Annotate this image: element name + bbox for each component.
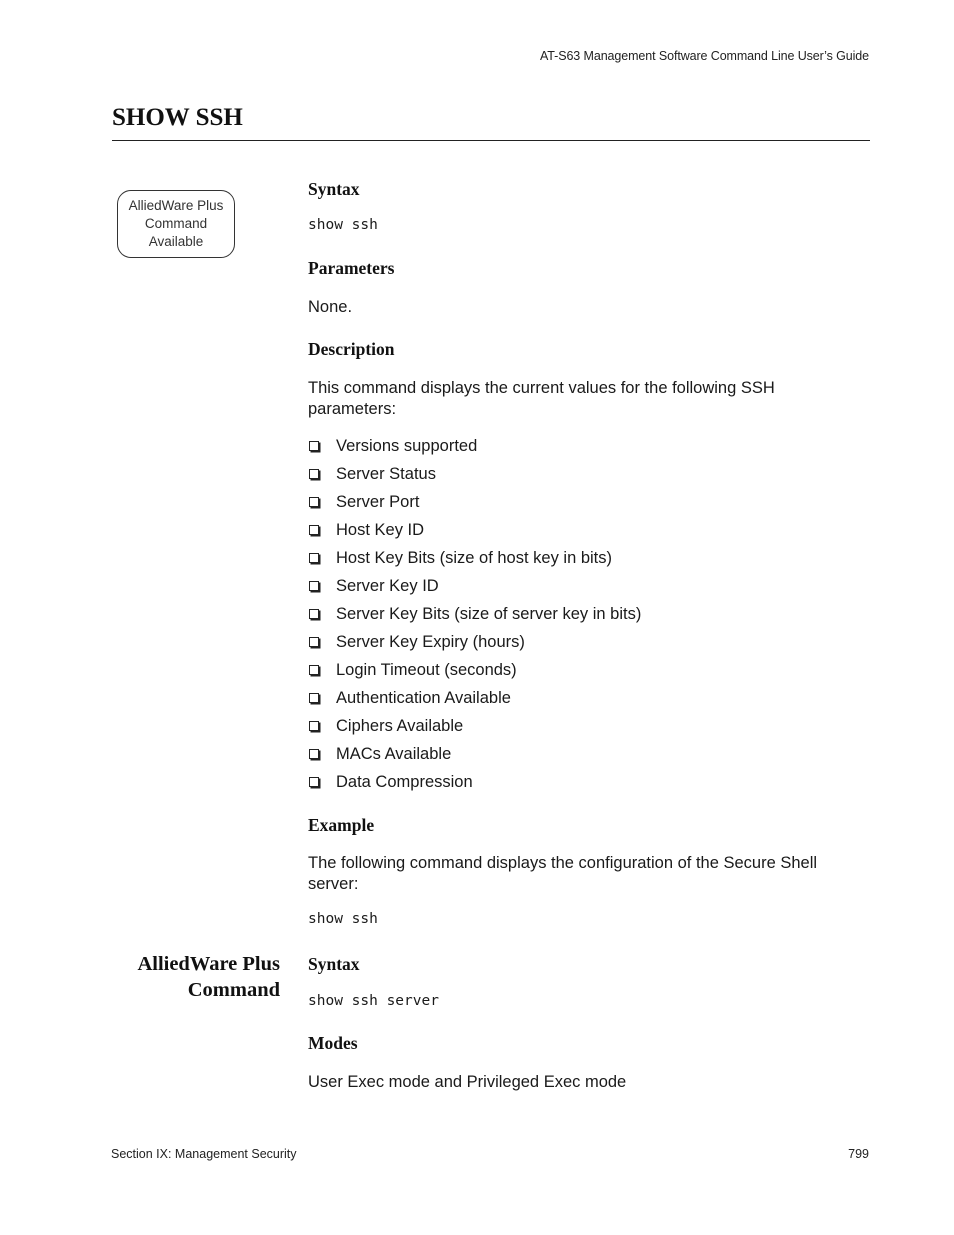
modes-heading: Modes	[308, 1033, 358, 1053]
alliedware-plus-command-heading	[90, 951, 280, 1003]
checkbox-bullet-icon	[309, 497, 319, 507]
list-item: Server Status	[308, 464, 641, 492]
list-item: Server Key Expiry (hours)	[308, 632, 641, 660]
list-item: MACs Available	[308, 744, 641, 772]
parameters-heading: Parameters	[308, 258, 395, 278]
example-text: The following command displays the configuration of the Secure Shell server:	[308, 854, 818, 893]
footer-section: Section IX: Management Security	[111, 1147, 297, 1161]
checkbox-bullet-icon	[309, 469, 319, 479]
list-item: Host Key ID	[308, 520, 641, 548]
awp-syntax-code: show ssh server	[308, 993, 439, 1009]
awp-syntax-heading: Syntax	[308, 954, 360, 974]
checkbox-bullet-icon	[309, 693, 319, 703]
list-item: Versions supported	[308, 436, 641, 464]
alliedware-plus-badge	[117, 190, 235, 258]
example-code: show ssh	[308, 911, 378, 927]
list-item: Authentication Available	[308, 688, 641, 716]
list-item: Ciphers Available	[308, 716, 641, 744]
checkbox-bullet-icon	[309, 441, 319, 451]
modes-text: User Exec mode and Privileged Exec mode	[308, 1073, 627, 1091]
side-heading-line-2: Command	[187, 979, 280, 1001]
syntax-code: show ssh	[308, 217, 378, 233]
badge-line-1: AlliedWare Plus	[128, 198, 224, 213]
page-number: 799	[848, 1147, 869, 1161]
list-item: Server Port	[308, 492, 641, 520]
checkbox-bullet-icon	[309, 721, 319, 731]
title-rule	[112, 140, 870, 141]
ssh-parameters-list	[308, 436, 641, 800]
list-item: Server Key ID	[308, 576, 641, 604]
checkbox-bullet-icon	[309, 637, 319, 647]
syntax-heading: Syntax	[308, 179, 360, 199]
checkbox-bullet-icon	[309, 665, 319, 675]
badge-line-3: Available	[148, 234, 204, 249]
example-heading: Example	[308, 815, 375, 835]
checkbox-bullet-icon	[309, 749, 319, 759]
badge-text	[121, 197, 231, 251]
list-item: Host Key Bits (size of host key in bits)	[308, 548, 641, 576]
description-heading: Description	[308, 339, 395, 359]
checkbox-bullet-icon	[309, 553, 319, 563]
checkbox-bullet-icon	[309, 609, 319, 619]
checkbox-bullet-icon	[309, 581, 319, 591]
parameters-text: None.	[308, 298, 353, 316]
list-item: Data Compression	[308, 772, 641, 800]
badge-line-2: Command	[144, 216, 208, 231]
page-title: SHOW SSH	[112, 104, 243, 131]
list-item: Server Key Bits (size of server key in bits)	[308, 604, 641, 632]
running-header: AT-S63 Management Software Command Line User’s Guide	[540, 49, 869, 63]
description-text: This command displays the current values for the following SSH parameters:	[308, 379, 775, 418]
side-heading-line-1: AlliedWare Plus	[137, 953, 280, 975]
checkbox-bullet-icon	[309, 777, 319, 787]
checkbox-bullet-icon	[309, 525, 319, 535]
list-item: Login Timeout (seconds)	[308, 660, 641, 688]
